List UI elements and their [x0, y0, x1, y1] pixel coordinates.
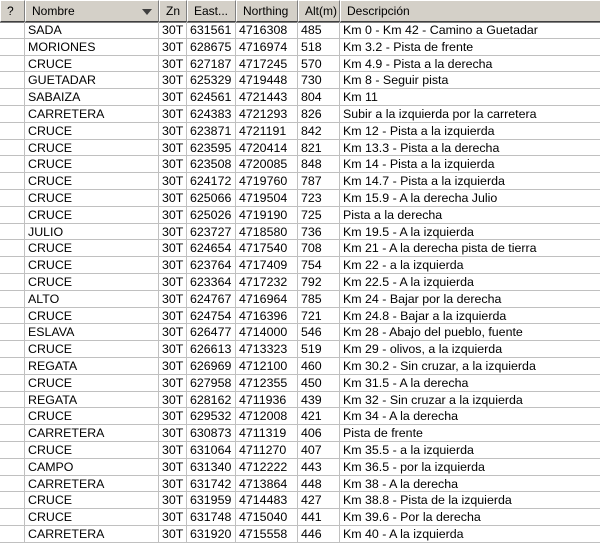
cell-name: CRUCE [25, 408, 159, 425]
cell-altitude: 485 [298, 22, 340, 39]
cell-zone: 30T [159, 140, 187, 157]
cell-altitude: 570 [298, 56, 340, 73]
cell-flag [0, 308, 25, 325]
column-header-name-label: Nombre [32, 4, 75, 18]
cell-altitude: 407 [298, 442, 340, 459]
cell-description: Km 31.5 - A la derecha [340, 375, 600, 392]
table-row[interactable] [0, 224, 600, 241]
cell-zone: 30T [159, 89, 187, 106]
cell-description: Km 4.9 - Pista a la derecha [340, 56, 600, 73]
cell-description: Km 8 - Seguir pista [340, 72, 600, 89]
cell-description: Km 28 - Abajo del pueblo, fuente [340, 324, 600, 341]
cell-zone: 30T [159, 106, 187, 123]
cell-description: Km 22.5 - A la izquierda [340, 274, 600, 291]
cell-flag [0, 123, 25, 140]
cell-description: Km 38 - A la derecha [340, 476, 600, 493]
cell-altitude: 792 [298, 274, 340, 291]
cell-zone: 30T [159, 425, 187, 442]
cell-description: Pista a la derecha [340, 207, 600, 224]
cell-description: Km 12 - Pista a la izquierda [340, 123, 600, 140]
cell-easting: 631748 [187, 509, 236, 526]
cell-flag [0, 156, 25, 173]
table-row[interactable] [0, 72, 600, 89]
cell-northing: 4716396 [236, 308, 298, 325]
cell-northing: 4711936 [236, 392, 298, 409]
cell-flag [0, 89, 25, 106]
cell-flag [0, 140, 25, 157]
cell-description: Km 19.5 - A la izquierda [340, 224, 600, 241]
cell-easting: 623508 [187, 156, 236, 173]
cell-description: Pista de frente [340, 425, 600, 442]
cell-description: Km 15.9 - A la derecha Julio [340, 190, 600, 207]
table-row[interactable] [0, 476, 600, 493]
cell-zone: 30T [159, 459, 187, 476]
cell-easting: 624561 [187, 89, 236, 106]
cell-description: Km 0 - Km 42 - Camino a Guetadar [340, 22, 600, 39]
cell-flag [0, 72, 25, 89]
cell-easting: 626613 [187, 341, 236, 358]
cell-flag [0, 173, 25, 190]
table-row[interactable] [0, 257, 600, 274]
cell-name: SABAIZA [25, 89, 159, 106]
cell-easting: 627187 [187, 56, 236, 73]
cell-description: Km 13.3 - Pista a la derecha [340, 140, 600, 157]
table-row[interactable] [0, 492, 600, 509]
cell-northing: 4720085 [236, 156, 298, 173]
cell-flag [0, 240, 25, 257]
cell-zone: 30T [159, 123, 187, 140]
table-row[interactable] [0, 140, 600, 157]
cell-zone: 30T [159, 392, 187, 409]
cell-easting: 623764 [187, 257, 236, 274]
cell-flag [0, 207, 25, 224]
cell-zone: 30T [159, 207, 187, 224]
cell-flag [0, 291, 25, 308]
cell-easting: 630873 [187, 425, 236, 442]
column-header-row [0, 0, 600, 23]
cell-northing: 4712355 [236, 375, 298, 392]
cell-name: CRUCE [25, 173, 159, 190]
table-row[interactable] [0, 274, 600, 291]
cell-northing: 4719760 [236, 173, 298, 190]
cell-easting: 625329 [187, 72, 236, 89]
table-row[interactable] [0, 291, 600, 308]
cell-flag [0, 56, 25, 73]
table-row[interactable] [0, 56, 600, 73]
table-row[interactable] [0, 39, 600, 56]
column-header-name[interactable] [25, 0, 159, 22]
cell-description: Km 39.6 - Por la derecha [340, 509, 600, 526]
cell-name: ESLAVA [25, 324, 159, 341]
cell-name: CRUCE [25, 492, 159, 509]
cell-northing: 4716974 [236, 39, 298, 56]
cell-name: CRUCE [25, 308, 159, 325]
cell-altitude: 736 [298, 224, 340, 241]
cell-altitude: 708 [298, 240, 340, 257]
cell-description: Km 11 [340, 89, 600, 106]
cell-zone: 30T [159, 341, 187, 358]
cell-northing: 4712100 [236, 358, 298, 375]
cell-northing: 4712222 [236, 459, 298, 476]
cell-description: Km 14.7 - Pista a la izquierda [340, 173, 600, 190]
cell-altitude: 460 [298, 358, 340, 375]
cell-flag [0, 190, 25, 207]
cell-name: CRUCE [25, 207, 159, 224]
cell-zone: 30T [159, 173, 187, 190]
cell-easting: 631561 [187, 22, 236, 39]
cell-name: CRUCE [25, 509, 159, 526]
cell-northing: 4721443 [236, 89, 298, 106]
cell-easting: 624767 [187, 291, 236, 308]
cell-description: Km 24 - Bajar por la derecha [340, 291, 600, 308]
cell-northing: 4720414 [236, 140, 298, 157]
cell-northing: 4715040 [236, 509, 298, 526]
cell-flag [0, 425, 25, 442]
cell-northing: 4716308 [236, 22, 298, 39]
cell-northing: 4718580 [236, 224, 298, 241]
cell-name: CARRETERA [25, 106, 159, 123]
table-row[interactable] [0, 341, 600, 358]
cell-northing: 4713323 [236, 341, 298, 358]
cell-zone: 30T [159, 442, 187, 459]
cell-easting: 623871 [187, 123, 236, 140]
cell-flag [0, 408, 25, 425]
cell-altitude: 725 [298, 207, 340, 224]
table-row[interactable] [0, 408, 600, 425]
cell-zone: 30T [159, 509, 187, 526]
cell-flag [0, 257, 25, 274]
cell-northing: 4721293 [236, 106, 298, 123]
cell-zone: 30T [159, 22, 187, 39]
cell-altitude: 804 [298, 89, 340, 106]
cell-name: CARRETERA [25, 476, 159, 493]
cell-name: REGATA [25, 358, 159, 375]
table-row[interactable] [0, 173, 600, 190]
cell-altitude: 519 [298, 341, 340, 358]
cell-flag [0, 39, 25, 56]
column-header-easting[interactable]: East... [187, 0, 236, 22]
cell-name: CRUCE [25, 56, 159, 73]
cell-easting: 627958 [187, 375, 236, 392]
cell-zone: 30T [159, 156, 187, 173]
cell-description: Km 40 - A la izquierda [340, 526, 600, 543]
cell-altitude: 848 [298, 156, 340, 173]
table-row[interactable] [0, 375, 600, 392]
cell-zone: 30T [159, 224, 187, 241]
table-row[interactable] [0, 425, 600, 442]
cell-zone: 30T [159, 291, 187, 308]
table-row[interactable] [0, 22, 600, 39]
table-row[interactable] [0, 526, 600, 543]
cell-northing: 4719504 [236, 190, 298, 207]
cell-name: CRUCE [25, 257, 159, 274]
table-row[interactable] [0, 358, 600, 375]
cell-zone: 30T [159, 274, 187, 291]
cell-description: Km 21 - A la derecha pista de tierra [340, 240, 600, 257]
cell-flag [0, 358, 25, 375]
cell-flag [0, 492, 25, 509]
cell-zone: 30T [159, 39, 187, 56]
cell-zone: 30T [159, 240, 187, 257]
cell-easting: 631064 [187, 442, 236, 459]
cell-altitude: 450 [298, 375, 340, 392]
cell-easting: 631340 [187, 459, 236, 476]
cell-easting: 631920 [187, 526, 236, 543]
column-header-northing[interactable]: Northing [236, 0, 298, 22]
cell-flag [0, 106, 25, 123]
cell-name: MORIONES [25, 39, 159, 56]
cell-flag [0, 392, 25, 409]
cell-description: Subir a la izquierda por la carretera [340, 106, 600, 123]
cell-name: CAMPO [25, 459, 159, 476]
cell-zone: 30T [159, 408, 187, 425]
cell-northing: 4717232 [236, 274, 298, 291]
cell-flag [0, 526, 25, 543]
cell-zone: 30T [159, 72, 187, 89]
cell-name: CRUCE [25, 156, 159, 173]
table-row[interactable] [0, 190, 600, 207]
cell-northing: 4713864 [236, 476, 298, 493]
cell-name: CRUCE [25, 375, 159, 392]
table-row[interactable] [0, 442, 600, 459]
waypoint-rows [0, 22, 600, 543]
cell-easting: 623364 [187, 274, 236, 291]
cell-name: SADA [25, 22, 159, 39]
cell-northing: 4716964 [236, 291, 298, 308]
cell-easting: 631742 [187, 476, 236, 493]
cell-easting: 625026 [187, 207, 236, 224]
column-header-flag[interactable]: ? [0, 0, 25, 22]
table-row[interactable] [0, 89, 600, 106]
cell-altitude: 427 [298, 492, 340, 509]
cell-altitude: 448 [298, 476, 340, 493]
table-row[interactable] [0, 308, 600, 325]
cell-altitude: 406 [298, 425, 340, 442]
table-row[interactable] [0, 156, 600, 173]
cell-flag [0, 341, 25, 358]
cell-easting: 625066 [187, 190, 236, 207]
cell-northing: 4721191 [236, 123, 298, 140]
cell-description: Km 3.2 - Pista de frente [340, 39, 600, 56]
cell-description: Km 38.8 - Pista de la izquierda [340, 492, 600, 509]
cell-northing: 4719190 [236, 207, 298, 224]
cell-description: Km 32 - Sin cruzar a la izquierda [340, 392, 600, 409]
cell-description: Km 35.5 - a la izquierda [340, 442, 600, 459]
cell-altitude: 443 [298, 459, 340, 476]
cell-name: JULIO [25, 224, 159, 241]
cell-flag [0, 476, 25, 493]
cell-name: CRUCE [25, 341, 159, 358]
cell-zone: 30T [159, 190, 187, 207]
cell-altitude: 721 [298, 308, 340, 325]
cell-easting: 628675 [187, 39, 236, 56]
cell-zone: 30T [159, 476, 187, 493]
cell-northing: 4717540 [236, 240, 298, 257]
cell-easting: 624383 [187, 106, 236, 123]
cell-altitude: 730 [298, 72, 340, 89]
cell-zone: 30T [159, 358, 187, 375]
cell-zone: 30T [159, 56, 187, 73]
cell-name: CRUCE [25, 140, 159, 157]
cell-easting: 631959 [187, 492, 236, 509]
table-row[interactable] [0, 207, 600, 224]
cell-name: CRUCE [25, 123, 159, 140]
cell-zone: 30T [159, 375, 187, 392]
cell-altitude: 842 [298, 123, 340, 140]
cell-altitude: 421 [298, 408, 340, 425]
cell-description: Km 34 - A la derecha [340, 408, 600, 425]
cell-northing: 4711270 [236, 442, 298, 459]
cell-altitude: 723 [298, 190, 340, 207]
cell-northing: 4717409 [236, 257, 298, 274]
cell-name: CRUCE [25, 240, 159, 257]
cell-name: ALTO [25, 291, 159, 308]
cell-flag [0, 442, 25, 459]
cell-flag [0, 324, 25, 341]
cell-easting: 626969 [187, 358, 236, 375]
table-row[interactable] [0, 509, 600, 526]
cell-zone: 30T [159, 308, 187, 325]
table-row[interactable] [0, 123, 600, 140]
cell-zone: 30T [159, 324, 187, 341]
cell-name: CRUCE [25, 442, 159, 459]
table-row[interactable] [0, 459, 600, 476]
cell-description: Km 14 - Pista a la izquierda [340, 156, 600, 173]
cell-altitude: 441 [298, 509, 340, 526]
cell-northing: 4712008 [236, 408, 298, 425]
cell-altitude: 439 [298, 392, 340, 409]
table-row[interactable] [0, 106, 600, 123]
cell-description: Km 22 - a la izquierda [340, 257, 600, 274]
cell-altitude: 785 [298, 291, 340, 308]
cell-zone: 30T [159, 526, 187, 543]
cell-flag [0, 509, 25, 526]
cell-name: CARRETERA [25, 526, 159, 543]
cell-flag [0, 375, 25, 392]
cell-altitude: 821 [298, 140, 340, 157]
cell-easting: 628162 [187, 392, 236, 409]
cell-name: CARRETERA [25, 425, 159, 442]
cell-northing: 4715558 [236, 526, 298, 543]
cell-northing: 4717245 [236, 56, 298, 73]
column-header-description[interactable]: Descripción [340, 0, 600, 22]
cell-easting: 624654 [187, 240, 236, 257]
column-header-zone[interactable]: Zn [159, 0, 187, 22]
cell-altitude: 787 [298, 173, 340, 190]
cell-description: Km 30.2 - Sin cruzar, a la izquierda [340, 358, 600, 375]
cell-easting: 623727 [187, 224, 236, 241]
cell-altitude: 446 [298, 526, 340, 543]
cell-altitude: 546 [298, 324, 340, 341]
cell-northing: 4714000 [236, 324, 298, 341]
cell-easting: 626477 [187, 324, 236, 341]
cell-name: CRUCE [25, 274, 159, 291]
table-row[interactable] [0, 240, 600, 257]
cell-northing: 4714483 [236, 492, 298, 509]
cell-description: Km 24.8 - Bajar a la izquierda [340, 308, 600, 325]
sort-descending-icon [142, 9, 152, 15]
cell-altitude: 754 [298, 257, 340, 274]
cell-easting: 629532 [187, 408, 236, 425]
column-header-altitude[interactable]: Alt(m) [298, 0, 340, 22]
cell-name: CRUCE [25, 190, 159, 207]
cell-altitude: 518 [298, 39, 340, 56]
table-row[interactable] [0, 392, 600, 409]
cell-flag [0, 224, 25, 241]
cell-easting: 624754 [187, 308, 236, 325]
cell-name: REGATA [25, 392, 159, 409]
cell-zone: 30T [159, 257, 187, 274]
table-row[interactable] [0, 324, 600, 341]
cell-flag [0, 22, 25, 39]
cell-northing: 4711319 [236, 425, 298, 442]
cell-easting: 624172 [187, 173, 236, 190]
cell-zone: 30T [159, 492, 187, 509]
cell-description: Km 36.5 - por la izquierda [340, 459, 600, 476]
cell-northing: 4719448 [236, 72, 298, 89]
cell-flag [0, 459, 25, 476]
cell-flag [0, 274, 25, 291]
cell-altitude: 826 [298, 106, 340, 123]
cell-description: Km 29 - olivos, a la izquierda [340, 341, 600, 358]
cell-easting: 623595 [187, 140, 236, 157]
cell-name: GUETADAR [25, 72, 159, 89]
